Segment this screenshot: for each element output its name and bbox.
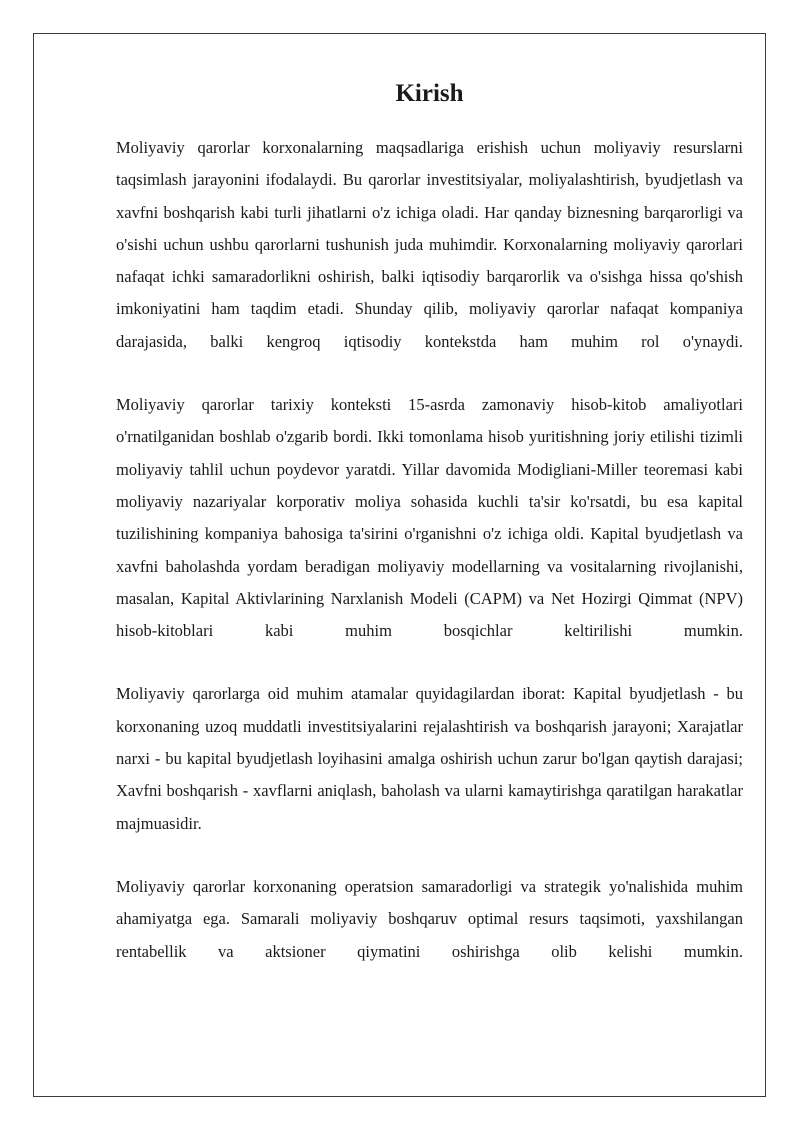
paragraph-historical-context: Moliyaviy qarorlar tarixiy konteksti 15-asrda zamonaviy hisob-kitob amaliyotlari o'rnatilganidan boshlab o'zgarib bordi. Ikki tomonlama hisob yuritishning joriy etilishi tizimli moliyaviy tahlil uchun poydevor yaratdi. Yillar davomida Modigliani-Miller teoremasi kabi moliyaviy nazariyalar korporativ moliya sohasida kuchli ta'sir ko'rsatdi, bu esa kapital tuzilishining kompaniya bahosiga ta'sirini o'rganishni o'z ichiga oldi. Kapital byudjetlash va xavfni baholashda yordam beradigan moliyaviy modellarning va vositalarning rivojlanishi, masalan, Kapital Aktivlarining Narxlanish Modeli (CAPM) va Net Hozirgi Qimmat (NPV) hisob-kitoblari kabi muhim bosqichlar keltirilishi mumkin. — [116, 395, 743, 641]
paragraph-key-terms: Moliyaviy qarorlarga oid muhim atamalar quyidagilardan iborat: Kapital byudjetlash - bu korxonaning uzoq muddatli investitsiyalarini rejalashtirish va boshqarish jarayoni; Xarajatlar narxi - bu kapital byudjetlash loyihasini amalga oshirish uchun zarur bo'lgan qaytish darajasi; Xavfni boshqarish - xavflarni aniqlash, baholash va ularni kamaytirishga qaratilgan harakatlar majmuasidir. — [116, 684, 743, 833]
document-page — [33, 33, 766, 1097]
paragraph-introduction: Moliyaviy qarorlar korxonalarning maqsadlariga erishish uchun moliyaviy resurslarni taqsimlash jarayonini ifodalaydi. Bu qarorlar investitsiyalar, moliyalashtirish, byudjetlash va xavfni boshqarish kabi turli jihatlarni o'z ichiga oladi. Har qanday biznesning barqarorligi va o'sishi uchun ushbu qarorlarni tushunish juda muhimdir. Korxonalarning moliyaviy qarorlari nafaqat ichki samaradorlikni oshirish, balki iqtisodiy barqarorlik va o'sishga hissa qo'shish imkoniyatini ham taqdim etadi. Shunday qilib, moliyaviy qarorlar nafaqat kompaniya darajasida, balki kengroq iqtisodiy kontekstda ham muhim rol o'ynaydi. — [116, 138, 743, 351]
document-body — [116, 78, 743, 999]
page-title: Kirish — [395, 80, 464, 107]
paragraph-significance: Moliyaviy qarorlar korxonaning operatsion samaradorligi va strategik yo'nalishida muhim ahamiyatga ega. Samarali moliyaviy boshqaruv optimal resurs taqsimoti, yaxshilangan rentabellik va aktsioner qiymatini oshirishga olib kelishi mumkin. — [116, 876, 743, 961]
